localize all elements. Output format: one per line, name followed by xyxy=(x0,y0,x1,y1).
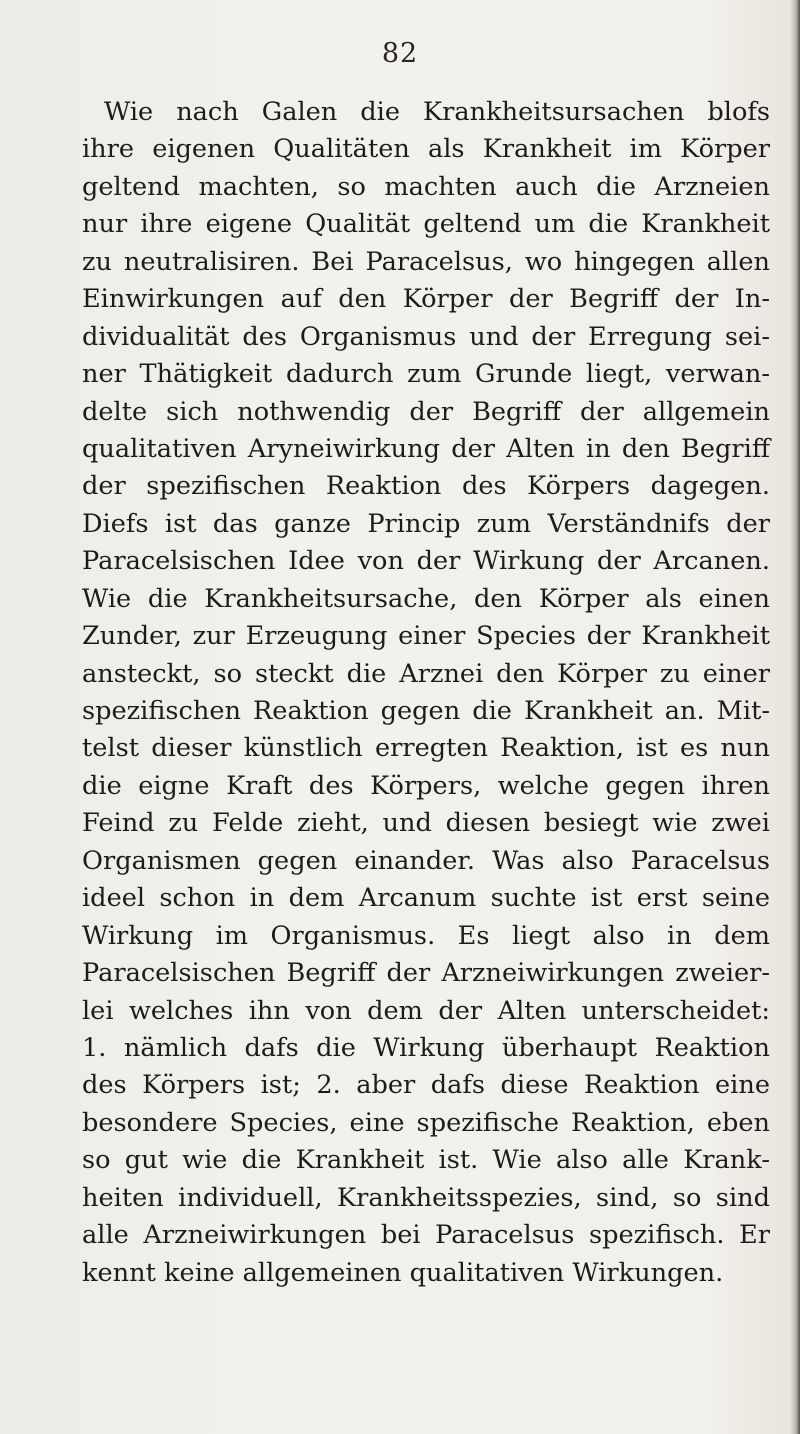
text-line: Feind zu Felde zieht, und diesen besiegt wie zwei xyxy=(82,808,770,839)
text-line: ner Thätigkeit dadurch zum Grunde liegt, verwan- xyxy=(82,359,770,390)
text-line: telst dieser künstlich erregten Reaktion, ist es nun xyxy=(82,733,770,764)
text-line: Einwirkungen auf den Körper der Begriff der In- xyxy=(82,284,770,315)
text-line: heiten individuell, Krankheitsspezies, sind, so sind xyxy=(82,1182,770,1213)
text-line: dividualität des Organismus und der Erregung sei- xyxy=(82,321,770,352)
text-line: Paracelsischen Begriff der Arzneiwirkungen zweier- xyxy=(82,958,770,989)
text-line: Diefs ist das ganze Princip zum Verständnifs der xyxy=(82,508,770,539)
text-line: kennt keine allgemeinen qualitativen Wirkungen. xyxy=(82,1257,724,1288)
text-line: ideel schon in dem Arcanum suchte ist erst seine xyxy=(82,883,770,914)
text-line: ansteckt, so steckt die Arznei den Körper zu einer xyxy=(82,658,770,689)
text-line: 1. nämlich dafs die Wirkung überhaupt Reaktion xyxy=(82,1032,770,1063)
page-edge-shadow xyxy=(790,0,800,1434)
text-line: des Körpers ist; 2. aber dafs diese Reaktion eine xyxy=(82,1070,770,1101)
text-line: zu neutralisiren. Bei Paracelsus, wo hingegen allen xyxy=(82,246,770,277)
text-line: qualitativen Aryneiwirkung der Alten in den Begriff xyxy=(82,433,770,464)
text-line: Wie nach Galen die Krankheitsursachen blofs xyxy=(104,97,770,127)
text-line: Zunder, zur Erzeugung einer Species der Krankheit xyxy=(82,621,770,652)
text-line: die eigne Kraft des Körpers, welche gegen ihren xyxy=(82,770,770,801)
text-line: besondere Species, eine spezifische Reaktion, eben xyxy=(82,1107,770,1138)
text-line: Wirkung im Organismus. Es liegt also in dem xyxy=(82,920,770,951)
text-line: geltend machten, so machten auch die Arzneien xyxy=(82,171,770,202)
text-line: ihre eigenen Qualitäten als Krankheit im Körper xyxy=(82,134,770,165)
text-line: nur ihre eigene Qualität geltend um die Krankheit xyxy=(82,209,770,240)
text-line: der spezifischen Reaktion des Körpers dagegen. xyxy=(82,471,770,502)
text-line: Organismen gegen einander. Was also Paracelsus xyxy=(82,845,770,876)
text-line: alle Arzneiwirkungen bei Paracelsus spezifisch. Er xyxy=(82,1220,770,1251)
page-number: 82 xyxy=(381,38,419,69)
text-line: Paracelsischen Idee von der Wirkung der Arcanen. xyxy=(82,546,770,577)
text-line: spezifischen Reaktion gegen die Krankheit an. Mit- xyxy=(82,696,770,726)
text-line: lei welches ihn von dem der Alten unterscheidet: xyxy=(82,995,770,1026)
text-line: Wie die Krankheitsursache, den Körper als einen xyxy=(82,583,770,614)
text-line: so gut wie die Krankheit ist. Wie also alle Krank- xyxy=(82,1145,770,1176)
body-text xyxy=(82,94,770,1292)
text-line: delte sich nothwendig der Begriff der allgemein xyxy=(82,396,770,427)
